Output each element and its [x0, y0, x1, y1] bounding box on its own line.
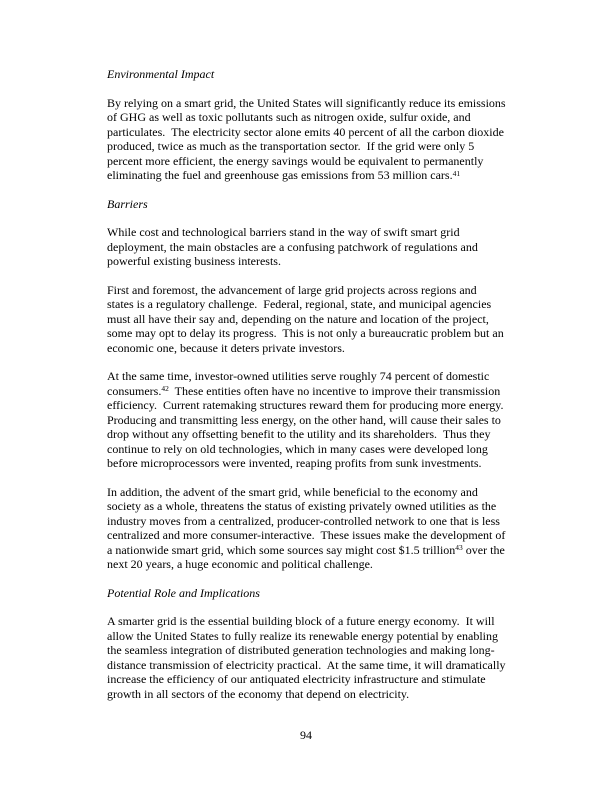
footnote-ref-41: 41	[452, 168, 461, 178]
section-heading-environmental-impact: Environmental Impact	[107, 67, 215, 81]
paragraph-environmental-impact	[107, 95, 509, 183]
paragraph-investor-owned-utilities	[107, 369, 510, 471]
paragraph-potential-role	[107, 614, 509, 701]
paragraph-text: While cost and technological barriers stand in the way of swift smart grid deployment, the main obstacles are a confusing patchwork of regulations and powerful existing business interests.	[107, 225, 481, 268]
paragraph-text: By relying on a smart grid, the United States will significantly reduce its emissions of GHG as well as toxic pollutants such as nitrogen oxide, sulfur oxide, and particulates. The electricity sector alone emits 40 percent of all the carbon dioxide produced, twice as much as the transportation sector. If the grid were only 5 percent more efficient, the energy savings would be equivalent to permanently eliminating the fuel and greenhouse gas emissions from 53 million cars.	[107, 95, 509, 182]
footnote-ref-42: 42	[161, 384, 169, 394]
paragraph-regulatory-challenge	[107, 283, 506, 356]
paragraph-text: A smarter grid is the essential building block of a future energy economy. It will allow the United States to fully realize its renewable energy potential by enabling the seamless integration of distributed generation technologies and making long-distance transmission of electricity practical. At the same time, it will dramatically increase the efficiency of our antiquated electricity infrastructure and stimulate growth in all sectors of the economy that depend on electricity.	[107, 614, 509, 701]
paragraph-industry-status	[107, 484, 509, 572]
section-heading-potential-role: Potential Role and Implications	[107, 585, 260, 600]
paragraph-text: These entities often have no incentive to improve their transmission efficiency. Current ratemaking structures reward them for producing more energy. Producing and transmitting less energy, on the other hand, will cause their sales to drop without any offsetting benefit to the utility and its shareholders. Thus they continue to rely on old technologies, which in many cases were developed long before microprocessors were invented, reaping profits from sunk investments.	[107, 383, 510, 470]
paragraph-barriers-intro	[107, 225, 506, 269]
page-content	[107, 67, 510, 715]
paragraph-text: At the same time, investor-owned utilities serve roughly 74 percent of domestic consumers.	[107, 369, 493, 398]
page-number: 94	[300, 727, 312, 742]
paragraph-text: First and foremost, the advancement of large grid projects across regions and states is a regulatory challenge. Federal, regional, state, and municipal agencies must all have their say and, depending on the nature and location of the project, some may opt to delay its progress. This is not only a bureaucratic problem but an economic one, because it deters private investors.	[107, 282, 507, 355]
paragraph-text: In addition, the advent of the smart grid, while beneficial to the economy and society as a whole, threatens the status of existing privately owned utilities as the industry moves from a centralized, producer-controlled network to one that is less centralized and more consumer-interactive. These issues make the development of a nationwide smart grid, which some sources say might cost $1.5 trillion	[107, 484, 509, 557]
paragraph-text: over the next 20 years, a huge economic and political challenge.	[107, 542, 508, 571]
footnote-ref-43: 43	[455, 543, 463, 553]
section-heading-barriers: Barriers	[107, 196, 148, 211]
